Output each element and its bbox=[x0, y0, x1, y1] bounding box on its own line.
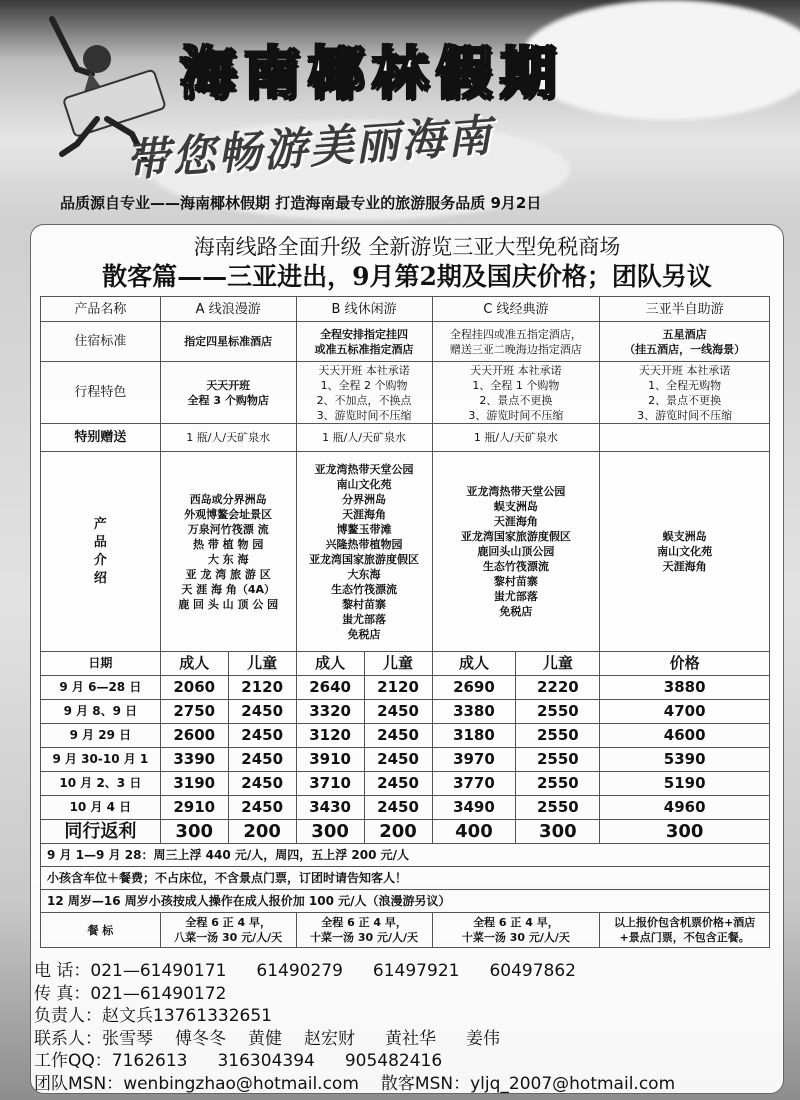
hotel-d: 五星酒店 （挂五酒店，一线海景） bbox=[600, 322, 770, 362]
price-row bbox=[41, 748, 770, 772]
price-b-child: 2120 bbox=[364, 676, 432, 700]
price-d: 4700 bbox=[600, 700, 770, 724]
phone-number: 61490279 bbox=[256, 961, 343, 981]
qq-number: 7162613 bbox=[111, 1051, 188, 1071]
intro-row bbox=[41, 452, 770, 652]
price-c-adult: 2690 bbox=[432, 676, 516, 700]
fit-msn-label: 散客MSN： bbox=[380, 1073, 471, 1094]
price-a-child: 2450 bbox=[228, 796, 296, 820]
product-c: C 线经典游 bbox=[432, 297, 600, 322]
contact-people-line bbox=[34, 1028, 675, 1051]
price-b-child: 2450 bbox=[364, 724, 432, 748]
meal-d: 以上报价包含机票价格+酒店 +景点门票，不包含正餐。 bbox=[600, 913, 770, 948]
meal-a: 全程 6 正 4 早， 八菜一汤 30 元/人/天 bbox=[160, 913, 296, 948]
note-row bbox=[41, 867, 770, 890]
intro-a: 西岛或分界洲岛 外观博鳌会址景区 万泉河竹筏漂 流 热 带 植 物 园 大 东 海 亚 龙 湾 旅 游 区 天 涯 海 角（4A） 鹿 回 头 山 顶 公 园 bbox=[160, 452, 296, 652]
teen-policy-note: 12 周岁—16 周岁小孩按成人操作在成人报价加 100 元/人（浪漫游另议） bbox=[41, 890, 770, 913]
rebate-a-child: 200 bbox=[228, 820, 296, 844]
hotel-a: 指定四星标准酒店 bbox=[160, 322, 296, 362]
intro-c: 亚龙湾热带天堂公园 蜈支洲岛 天涯海角 亚龙湾国家旅游度假区 鹿回头山顶公园 生态竹筏漂流 黎村苗寨 蚩尤部落 免税店 bbox=[432, 452, 600, 652]
price-b-adult: 3430 bbox=[296, 796, 364, 820]
price-c-adult: 3180 bbox=[432, 724, 516, 748]
phone-label: 电 话： bbox=[34, 961, 91, 981]
price-d: 3880 bbox=[600, 676, 770, 700]
feature-a: 天天开班 全程 3 个购物店 bbox=[160, 362, 296, 424]
rebate-b-adult: 300 bbox=[296, 820, 364, 844]
feature-label: 行程特色 bbox=[41, 362, 161, 424]
price-a-adult: 2060 bbox=[160, 676, 228, 700]
qq-number: 316304394 bbox=[217, 1051, 315, 1071]
brand-title: 海南椰林假期 bbox=[180, 42, 564, 107]
price-row bbox=[41, 676, 770, 700]
gift-label: 特别赠送 bbox=[41, 424, 161, 452]
contact-person: 张雪琴 bbox=[102, 1028, 153, 1049]
price-a-child: 2120 bbox=[228, 676, 296, 700]
gift-c: 1 瓶/人/天矿泉水 bbox=[432, 424, 600, 452]
rebate-row bbox=[41, 820, 770, 844]
price-row bbox=[41, 772, 770, 796]
rebate-c-adult: 400 bbox=[432, 820, 516, 844]
price-header-row bbox=[41, 652, 770, 676]
price-c-adult: 3490 bbox=[432, 796, 516, 820]
phone-number: 61497921 bbox=[372, 961, 460, 981]
gift-d bbox=[600, 424, 770, 452]
price-date: 9 月 8、9 日 bbox=[41, 700, 161, 724]
adult-header: 成人 bbox=[160, 652, 228, 676]
rebate-a-adult: 300 bbox=[160, 820, 228, 844]
child-policy-note: 小孩含车位＋餐费；不占床位，不含景点门票，订团时请告知客人！ bbox=[41, 867, 770, 890]
price-row bbox=[41, 724, 770, 748]
brand-slogan: 带您畅游美丽海南 bbox=[123, 110, 495, 187]
adult-header: 成人 bbox=[432, 652, 516, 676]
price-a-child: 2450 bbox=[228, 700, 296, 724]
hotel-row bbox=[41, 322, 770, 362]
price-b-adult: 2640 bbox=[296, 676, 364, 700]
child-header: 儿童 bbox=[516, 652, 600, 676]
price-a-adult: 2750 bbox=[160, 700, 228, 724]
rebate-b-child: 200 bbox=[364, 820, 432, 844]
feature-d: 天天开班 本社承诺 1、全程无购物 2、景点不更换 3、游览时间不压缩 bbox=[600, 362, 770, 424]
adult-header: 成人 bbox=[296, 652, 364, 676]
meal-row bbox=[41, 913, 770, 948]
price-c-child: 2550 bbox=[516, 772, 600, 796]
contact-label: 联系人： bbox=[34, 1028, 102, 1049]
price-c-child: 2550 bbox=[516, 700, 600, 724]
price-date: 10 月 2、3 日 bbox=[41, 772, 161, 796]
qq-number: 905482416 bbox=[344, 1051, 443, 1071]
product-label: 产品名称 bbox=[41, 297, 161, 322]
product-row bbox=[41, 297, 770, 322]
fax-label: 传 真： bbox=[34, 983, 91, 1004]
price-b-child: 2450 bbox=[364, 772, 432, 796]
product-a: A 线浪漫游 bbox=[160, 297, 296, 322]
rebate-label: 同行返利 bbox=[41, 820, 161, 844]
price-date: 9 月 29 日 bbox=[41, 724, 161, 748]
price-row bbox=[41, 700, 770, 724]
qq-label: 工作QQ： bbox=[34, 1051, 112, 1071]
feature-row bbox=[41, 362, 770, 424]
price-b-child: 2450 bbox=[364, 796, 432, 820]
tour-price-table bbox=[40, 296, 770, 948]
price-c-adult: 3380 bbox=[432, 700, 516, 724]
price-b-adult: 3120 bbox=[296, 724, 364, 748]
qq-line bbox=[34, 1050, 675, 1073]
note-row bbox=[41, 844, 770, 867]
phone-number: 021—61490171 bbox=[90, 961, 227, 981]
price-a-adult: 3190 bbox=[160, 772, 228, 796]
manager-value: 赵文兵13761332651 bbox=[102, 1006, 272, 1026]
intro-d: 蜈支洲岛 南山文化苑 天涯海角 bbox=[600, 452, 770, 652]
feature-b: 天天开班 本社承诺 1、全程 2 个购物 2、不加点，不换点 3、游览时间不压缩 bbox=[296, 362, 432, 424]
headline-upgrade: 海南线路全面升级 全新游览三亚大型免税商场 bbox=[193, 235, 621, 259]
date-header: 日期 bbox=[41, 652, 161, 676]
fax-line bbox=[34, 983, 675, 1006]
gift-b: 1 瓶/人/天矿泉水 bbox=[296, 424, 432, 452]
price-c-adult: 3770 bbox=[432, 772, 516, 796]
price-row bbox=[41, 796, 770, 820]
price-header: 价格 bbox=[600, 652, 770, 676]
price-date: 10 月 4 日 bbox=[41, 796, 161, 820]
feature-c: 天天开班 本社承诺 1、全程 1 个购物 2、景点不更换 3、游览时间不压缩 bbox=[432, 362, 600, 424]
tagline: 品质源自专业——海南椰林假期 打造海南最专业的旅游服务品质 9月2日 bbox=[60, 194, 542, 212]
headline-fit-pricing: 散客篇——三亚进出，9月第2期及国庆价格；团队另议 bbox=[102, 262, 712, 291]
price-c-child: 2550 bbox=[516, 796, 600, 820]
fit-msn[interactable]: yljq_2007@hotmail.com bbox=[470, 1073, 676, 1094]
fax-number: 021—61490172 bbox=[90, 983, 227, 1004]
price-a-adult: 3390 bbox=[160, 748, 228, 772]
price-a-adult: 2600 bbox=[160, 724, 228, 748]
child-header: 儿童 bbox=[364, 652, 432, 676]
weekday-surcharge-note: 9 月 1—9 月 28：周三上浮 440 元/人，周四，五上浮 200 元/人 bbox=[41, 844, 770, 867]
price-b-adult: 3320 bbox=[296, 700, 364, 724]
msn-line bbox=[34, 1073, 675, 1096]
product-d: 三亚半自助游 bbox=[600, 297, 770, 322]
price-c-child: 2550 bbox=[516, 724, 600, 748]
team-msn[interactable]: wenbingzhao@hotmail.com bbox=[123, 1073, 359, 1094]
price-c-child: 2550 bbox=[516, 748, 600, 772]
rebate-c-child: 300 bbox=[516, 820, 600, 844]
gift-a: 1 瓶/人/天矿泉水 bbox=[160, 424, 296, 452]
phone-line bbox=[34, 960, 675, 983]
price-d: 4600 bbox=[600, 724, 770, 748]
price-d: 4960 bbox=[600, 796, 770, 820]
contact-person: 黄健 bbox=[248, 1028, 282, 1049]
contact-person: 黄社华 bbox=[385, 1028, 436, 1049]
price-date: 9 月 6—28 日 bbox=[41, 676, 161, 700]
note-row bbox=[41, 890, 770, 913]
manager-line bbox=[34, 1005, 675, 1028]
meal-label: 餐 标 bbox=[41, 913, 161, 948]
contact-person: 傅冬冬 bbox=[175, 1028, 226, 1049]
hotel-b: 全程安排指定挂四 或准五标准指定酒店 bbox=[296, 322, 432, 362]
contact-person: 姜伟 bbox=[466, 1028, 500, 1049]
meal-b: 全程 6 正 4 早， 十菜一汤 30 元/人/天 bbox=[296, 913, 432, 948]
price-b-child: 2450 bbox=[364, 700, 432, 724]
price-date: 9 月 30-10 月 1 bbox=[41, 748, 161, 772]
price-b-child: 2450 bbox=[364, 748, 432, 772]
hotel-label: 住宿标准 bbox=[41, 322, 161, 362]
product-b: B 线休闲游 bbox=[296, 297, 432, 322]
price-d: 5390 bbox=[600, 748, 770, 772]
price-a-child: 2450 bbox=[228, 748, 296, 772]
contact-person: 赵宏财 bbox=[304, 1028, 355, 1049]
gift-row bbox=[41, 424, 770, 452]
phone-number: 60497862 bbox=[489, 961, 576, 981]
intro-b: 亚龙湾热带天堂公园 南山文化苑 分界洲岛 天涯海角 博鳌玉带滩 兴隆热带植物园 亚龙湾国家旅游度假区 大东海 生态竹筏漂流 黎村苗寨 蚩尤部落 免税店 bbox=[296, 452, 432, 652]
hotel-c: 全程挂四或准五指定酒店， 赠送三亚二晚海边指定酒店 bbox=[432, 322, 600, 362]
price-c-child: 2220 bbox=[516, 676, 600, 700]
price-b-adult: 3910 bbox=[296, 748, 364, 772]
contact-info bbox=[34, 960, 675, 1095]
price-a-adult: 2910 bbox=[160, 796, 228, 820]
intro-label: 产品介绍 bbox=[41, 452, 161, 652]
rebate-d: 300 bbox=[600, 820, 770, 844]
price-c-adult: 3970 bbox=[432, 748, 516, 772]
manager-label: 负责人： bbox=[34, 1006, 102, 1026]
child-header: 儿童 bbox=[228, 652, 296, 676]
price-a-child: 2450 bbox=[228, 724, 296, 748]
meal-c: 全程 6 正 4 早， 十菜一汤 30 元/人/天 bbox=[432, 913, 600, 948]
price-b-adult: 3710 bbox=[296, 772, 364, 796]
team-msn-label: 团队MSN： bbox=[34, 1073, 124, 1094]
price-a-child: 2450 bbox=[228, 772, 296, 796]
price-d: 5190 bbox=[600, 772, 770, 796]
